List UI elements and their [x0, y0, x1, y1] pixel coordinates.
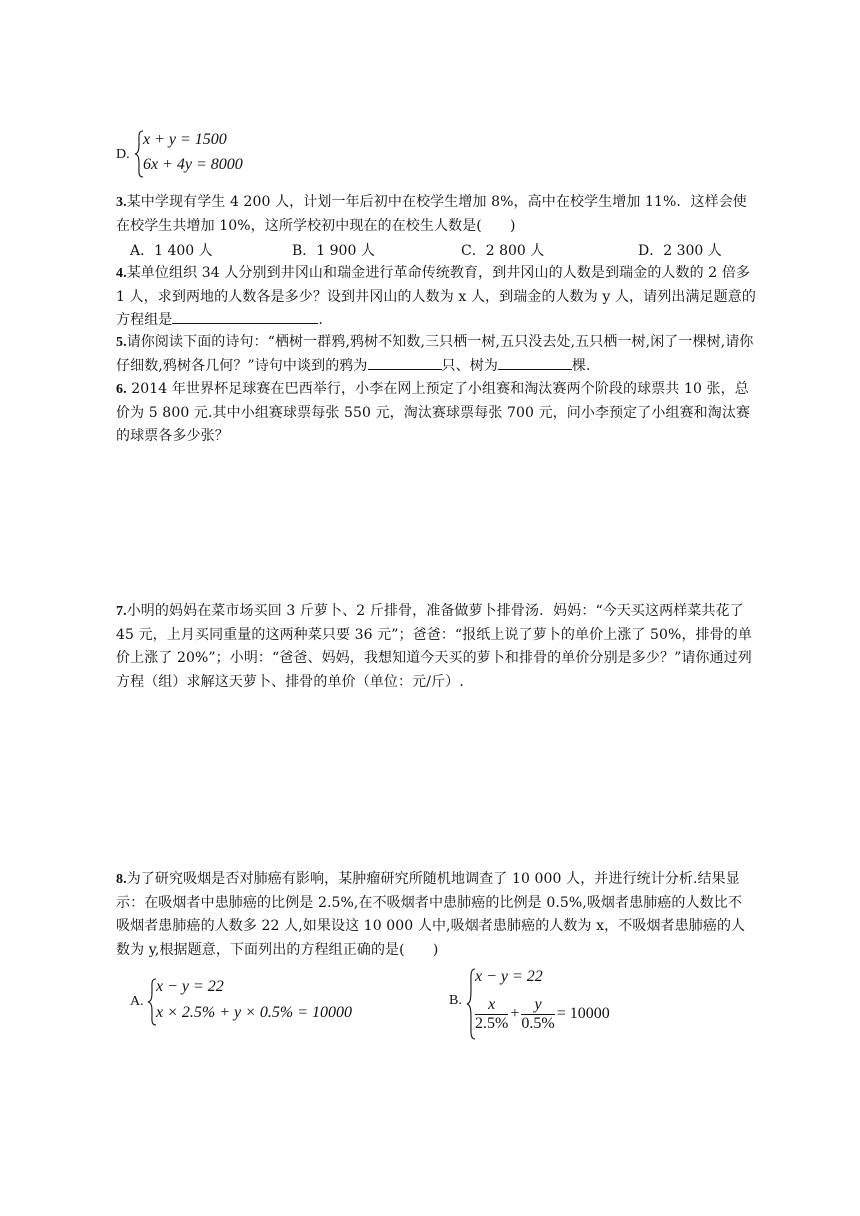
option-a-system [130, 978, 390, 1028]
question-7-number: 7. [116, 604, 127, 619]
fraction-y-numerator: y [521, 996, 554, 1015]
question-5-text-c: 棵. [571, 357, 591, 374]
choice-c: C．2 800 人 [461, 243, 545, 259]
question-4-number: 4. [116, 266, 127, 281]
question-7-text: 小明的妈妈在菜市场买回 3 斤萝卜、2 斤排骨，准备做萝卜排骨汤．妈妈：“今天买这两样菜共花了 45 元，上月买同重量的这两种菜只要 36 元”；爸爸：“报纸上说了萝卜的单价上涨了 50%，排骨的单价上涨了 20%”；小明：“爸爸、妈妈，我想知道今天买的萝卜和排骨的单价分别是多少？”请你通过列方程（组）求解这天萝卜、排骨的单价（单位：元/斤）. [116, 603, 752, 690]
question-5-text-b: 只、树为 [441, 357, 498, 374]
option-a-label: A. [130, 994, 144, 1009]
answer-blank-trees[interactable] [498, 355, 572, 370]
option-d-eq2: 6x + 4y = 8000 [143, 156, 243, 173]
plus-sign: + [510, 1005, 520, 1023]
question-7 [116, 600, 756, 694]
question-5-number: 5. [116, 335, 127, 350]
choice-a: A．1 400 人 [130, 243, 213, 259]
option-b-system [449, 966, 669, 1042]
fraction-y-denominator: 0.5% [521, 1015, 555, 1032]
fraction-x [475, 996, 508, 1033]
answer-blank[interactable] [172, 309, 318, 324]
option-b-rhs: = 10000 [556, 1005, 610, 1023]
question-5 [116, 331, 756, 378]
option-b-label: B. [449, 993, 462, 1008]
option-a-eq1: x − y = 22 [156, 978, 224, 995]
question-3 [116, 191, 756, 238]
question-3-text: 某中学现有学生 4 200 人，计划一年后初中在校学生增加 8%，高中在校学生增加 11%．这样会使在校学生共增加 10%，这所学校初中现在的在校生人数是( ) [116, 194, 747, 234]
question-4 [116, 262, 756, 333]
question-8-text: 为了研究吸烟是否对肺癌有影响，某肿瘤研究所随机地调查了 10 000 人，并进行统计分析.结果显示：在吸烟者中患肺癌的比例是 2.5%,在不吸烟者中患肺癌的比例是 0.5%,吸烟者患肺癌的人数比不吸烟者患肺癌的人数多 22 人,如果设这 10 000 人中,吸烟者患肺癌的人数为 x，不吸烟者患肺癌的人数为 y,根据题意，下面列出的方程组正确的是( ) [116, 871, 746, 958]
question-6-text: 2014 年世界杯足球赛在巴西举行，小李在网上预定了小组赛和淘汰赛两个阶段的球票共 10 张，总价为 5 800 元.其中小组赛球票每张 550 元，淘汰赛球票每张 700 元，问小李预定了小组赛和淘汰赛的球票各多少张？ [116, 381, 751, 444]
option-d-eq1: x + y = 1500 [143, 131, 227, 148]
question-6-number: 6. [116, 382, 127, 397]
option-b-eq1: x − y = 22 [475, 968, 543, 985]
fraction-x-numerator: x [475, 996, 508, 1015]
fraction-y [521, 996, 554, 1033]
option-d-label: D. [116, 147, 130, 162]
question-4-end: . [318, 312, 323, 328]
question-8 [116, 868, 756, 962]
question-8-number: 8. [116, 872, 127, 887]
choice-b: B．1 900 人 [292, 243, 375, 259]
option-a-eq2: x × 2.5% + y × 0.5% = 10000 [156, 1004, 353, 1021]
option-b-eq2 [473, 996, 610, 1033]
question-6 [116, 378, 756, 449]
fraction-x-denominator: 2.5% [475, 1015, 509, 1032]
choice-d: D．2 300 人 [638, 243, 722, 259]
answer-blank-crows[interactable] [368, 355, 442, 370]
question-4-text: 某单位组织 34 人分别到井冈山和瑞金进行革命传统教育，到井冈山的人数是到瑞金的人数的 2 倍多 1 人，求到两地的人数各是多少？设到井冈山的人数为 x 人，到瑞金的人数为 y 人，请列出满足题意的方程组是 [116, 265, 756, 328]
question-3-number: 3. [116, 195, 127, 210]
question-3-choices [130, 240, 770, 260]
option-d-system [116, 130, 316, 180]
question-5-text-a: 请你阅读下面的诗句：“栖树一群鸦,鸦树不知数,三只栖一树,五只没去处,五只栖一树,闲了一棵树,请你仔细数,鸦树各几何？”诗句中谈到的鸦为 [116, 334, 754, 374]
